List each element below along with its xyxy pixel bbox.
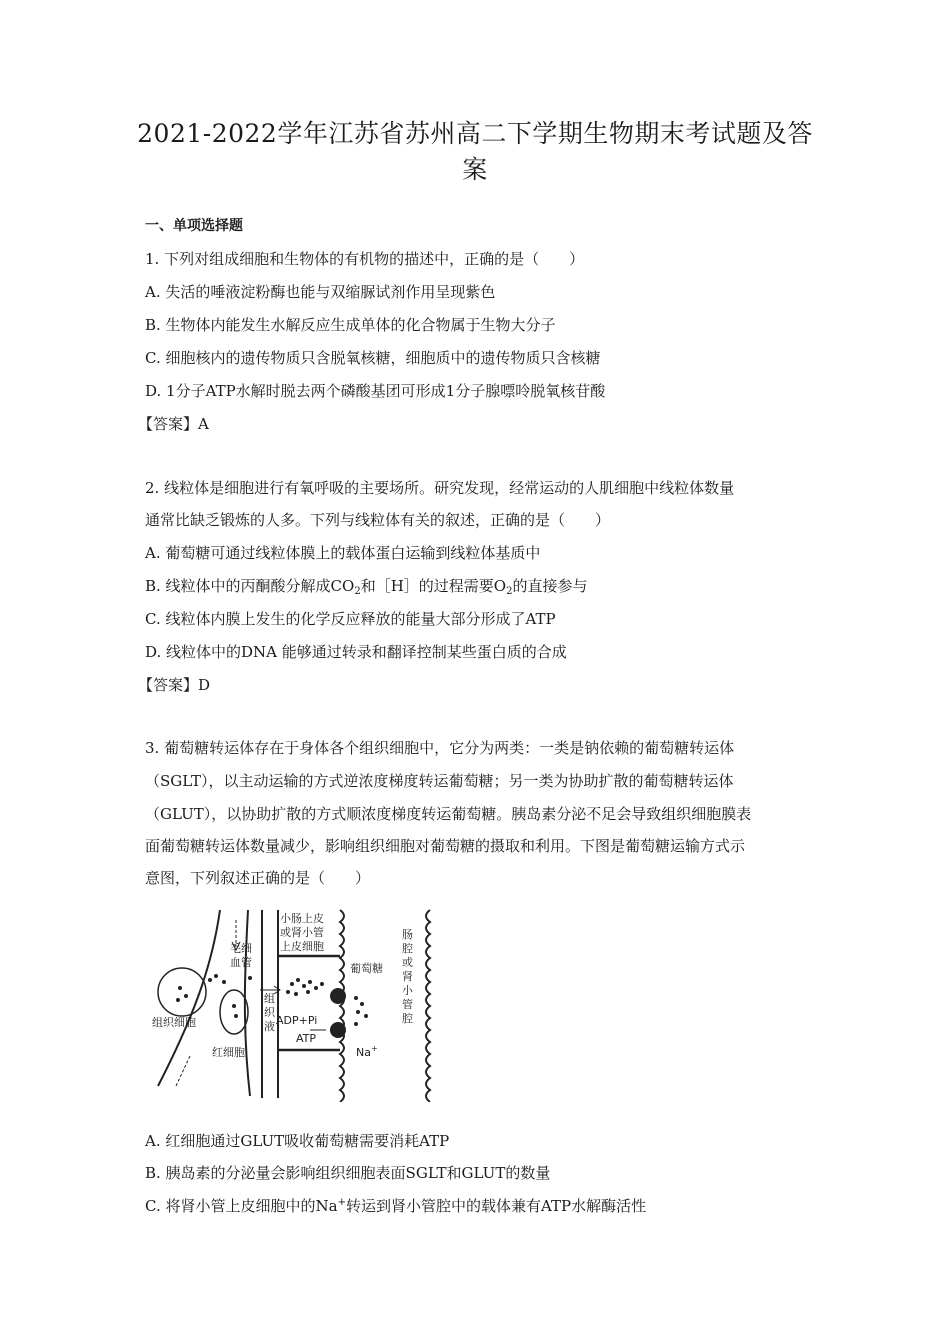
label-glucose: 葡萄糖 — [350, 962, 383, 975]
q3-stem-line-3: （GLUT），以协助扩散的方式顺浓度梯度转运葡萄糖。胰岛素分泌不足会导致组织细胞膜表 — [145, 805, 752, 823]
label-tissue-cell: 组织细胞 — [152, 1016, 196, 1029]
flow-arrow-bottom — [176, 1056, 190, 1086]
label-tissue-fluid — [264, 992, 276, 1033]
label-red-cell: 红细胞 — [212, 1046, 245, 1059]
q1-option-a: A. 失活的唾液淀粉酶也能与双缩脲试剂作用呈现紫色 — [145, 283, 496, 301]
title-line-1: 2021-2022学年江苏省苏州高二下学期生物期末考试题及答 — [137, 119, 813, 148]
q3-stem-line-5: 意图，下列叙述正确的是（ ） — [145, 869, 371, 887]
svg-text:腔: 腔 — [402, 942, 413, 955]
red-cell-shape — [220, 990, 248, 1034]
q3-stem-line-1: 3. 葡萄糖转运体存在于身体各个组织细胞中，它分为两类：一类是钠依赖的葡萄糖转运体 — [145, 739, 735, 757]
label-capillary-2: 血管 — [230, 956, 252, 969]
q2-option-a: A. 葡萄糖可通过线粒体膜上的载体蛋白运输到线粒体基质中 — [145, 544, 541, 562]
svg-text:腔: 腔 — [402, 1012, 413, 1025]
q2-option-b: B. 线粒体中的丙酮酸分解成$CO_2$和［H］的过程需要$O_2$的直接参与 — [145, 577, 588, 597]
svg-text:小: 小 — [402, 984, 413, 997]
q3-option-a: A. 红细胞通过GLUT吸收葡萄糖需要消耗ATP — [145, 1132, 450, 1150]
label-epithelium-3: 上皮细胞 — [280, 940, 324, 953]
svg-text:管: 管 — [402, 998, 413, 1011]
svg-text:肠: 肠 — [402, 928, 413, 941]
title-line-2: 案 — [462, 155, 488, 184]
label-adp: ADP+Pi — [276, 1014, 318, 1027]
q3-option-c: C. 将肾小管上皮细胞中的Na+转运到肾小管腔中的载体兼有ATP水解酶活性 — [145, 1197, 647, 1215]
glucose-transport-figure — [150, 906, 466, 1102]
microvilli-left — [340, 910, 344, 1102]
label-atp: ATP — [296, 1032, 317, 1045]
label-na: Na+ — [356, 1044, 378, 1059]
q1-option-d: D. 1分子ATP水解时脱去两个磷酸基团可形成1分子腺嘌呤脱氧核苷酸 — [145, 382, 606, 400]
label-epithelium-1: 小肠上皮 — [280, 912, 324, 925]
q1-option-b: B. 生物体内能发生水解反应生成单体的化合物属于生物大分子 — [145, 316, 556, 334]
capillary-wall-outer — [158, 910, 220, 1086]
figure-svg — [150, 906, 466, 1102]
q1-stem: 1. 下列对组成细胞和生物体的有机物的描述中，正确的是（ ） — [145, 250, 585, 268]
q3-option-b: B. 胰岛素的分泌量会影响组织细胞表面SGLT和GLUT的数量 — [145, 1164, 551, 1182]
q1-answer: 【答案】A — [138, 415, 209, 433]
q2-answer: 【答案】D — [138, 676, 211, 694]
svg-text:液: 液 — [264, 1020, 275, 1033]
q2-option-c: C. 线粒体内膜上发生的化学反应释放的能量大部分形成了ATP — [145, 610, 556, 628]
label-epithelium-2: 或肾小管 — [280, 926, 324, 939]
microvilli-right — [426, 910, 430, 1102]
carrier-sglt — [330, 988, 346, 1004]
label-capillary-1: 毛细 — [230, 942, 252, 955]
section-heading: 一、单项选择题 — [145, 218, 243, 234]
q3-stem-line-4: 面葡萄糖转运体数量减少，影响组织细胞对葡萄糖的摄取和利用。下图是葡萄糖运输方式示 — [145, 837, 746, 855]
label-lumen — [402, 928, 414, 1025]
q1-option-c: C. 细胞核内的遗传物质只含脱氧核糖，细胞质中的遗传物质只含核糖 — [145, 349, 601, 367]
svg-text:织: 织 — [264, 1006, 275, 1019]
q2-stem-line-2: 通常比缺乏锻炼的人多。下列与线粒体有关的叙述，正确的是（ ） — [145, 511, 611, 529]
svg-text:肾: 肾 — [402, 970, 413, 983]
q2-stem-line-1: 2. 线粒体是细胞进行有氧呼吸的主要场所。研究发现，经常运动的人肌细胞中线粒体数量 — [145, 479, 735, 497]
q2-option-d: D. 线粒体中的DNA 能够通过转录和翻译控制某些蛋白质的合成 — [145, 643, 567, 661]
q3-stem-line-2: （SGLT），以主动运输的方式逆浓度梯度转运葡萄糖；另一类为协助扩散的葡萄糖转运体 — [145, 772, 734, 790]
carrier-pump — [330, 1022, 346, 1038]
svg-text:或: 或 — [402, 956, 413, 969]
document-title — [120, 116, 830, 188]
svg-text:组: 组 — [264, 992, 275, 1005]
